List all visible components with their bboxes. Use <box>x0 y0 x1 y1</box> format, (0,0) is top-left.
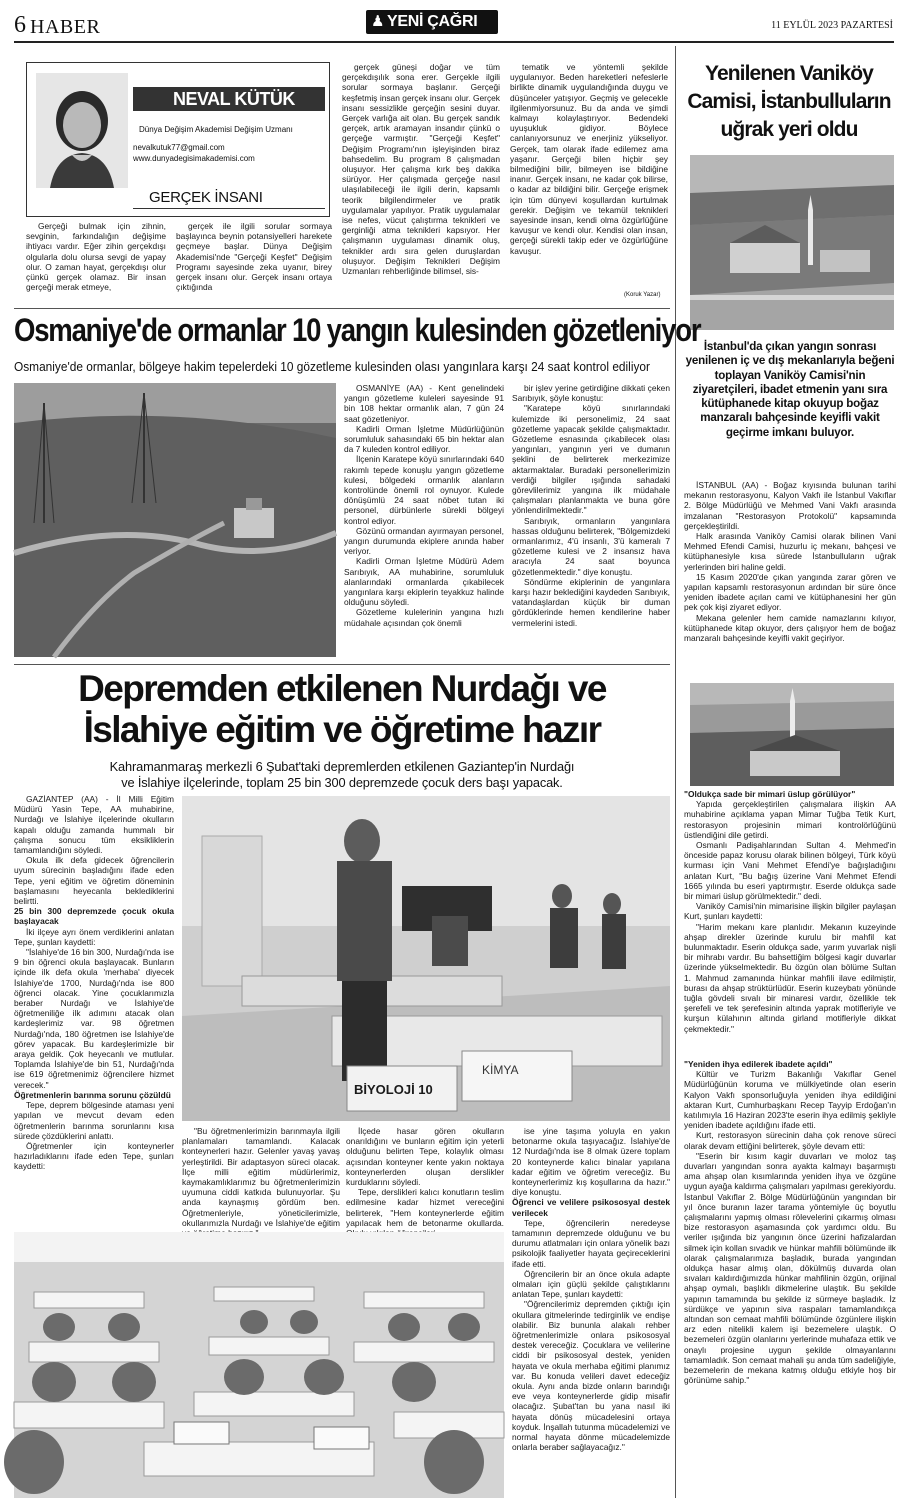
sidebar-body-1: İSTANBUL (AA) - Boğaz kıyısında bulunan tarihi mekanın restorasyonu, Kalyon Vakfı ile İstanbul Vakıflar 2. Bölge Müdürlüğü ve Mehmed Vani Vakfı arasında imzalanan "Restorasyon Protokolü" kapsamında gerçekleştirildi. Halk arasında Vaniköy Camisi olarak bilinen Vani Mehmed Efendi Camisi, huzurlu iç mekanı, bahçesi ve kütüphanesiyle kısa sürede İstanbulluların uğrak yerlerinden biri haline geldi. 15 Kasım 2020'de çıkan yangında zarar gören ve yapılan kapsamlı restorasyonun ardından bir süre önce yeniden ibadete açılan cami ve kütüphanesini her gün pek çok kişi ziyaret ediyor. Mekana gelenler hem camide namazlarını kılıyor, kütüphanede kitap okuyor, ders çalışıyor hem de boğaz manzaralı bahçesinde keyifli vakit geçiriyor. <box>684 480 896 644</box>
sidebar-body-2: "Oldukça sade bir mimari üslup görülüyor" Yapıda gerçekleştirilen çalışmalara ilişkin AA muhabirine açıklama yapan Mimar Tuğba Tetik Kurt, restorasyon projesinin mimari kontrolörlüğünü üstlendiğini dile getirdi. Osmanlı Padişahlarından Sultan 4. Mehmed'in önceside papaz korusu olarak bilinen bölgeyi, Türk köyü kurması için Vani Mehmet Efendi'ye bağışladığını anlatan Kurt, "Bu bağış üzerine Vani Mehmet Efendi 1665 yılında bu eseri yaptırmıştır. Eserde oldukça sade bir mimari üslup görülmektedir." dedi. Vaniköy Camisi'nin mimarisine ilişkin bilgiler paylaşan Kurt, şunları kaydetti: "Harim mekanı kare planlıdır. Mekanın kuzeyinde ahşap direkler üzerinde kurulu bir mahfil kat bulunmaktadır. Eserin oldukça sade, yarım yuvarlak nişli bir mihrabı vardır. Bu bahsettiğim bölgesi kagir duvarlar üzerinde yükselmektedir. Bu özgün olan bölüme Sultan 1. Mahmud zamanında hünkar mahfili ilave edilmiştir, burası da ahşap strüktürlüdür. Eserin kuzeybatı yönünde tuğla gövdeli sıvalı bir minaresi vardır, özellikle tek şerefeli ve tek şerefesinin altında yaprak motifleriyle ve kurşun külahının altında girland motifleriyle dikkat çekmektedir." <box>684 789 896 1034</box>
school-text-right: ise yine taşıma yoluyla en yakın betonarme okula taşıyacağız. İslahiye'de 12 Nurdağı'nda ise 8 olmak üzere toplam 20 konteynerde kalıcı binalar yapılana kadar eğitim ve öğretim vereceğiz. Bu konteynerlerimiz kış koşullarına da hazır." diye konuştu. Öğrenci ve velilere psikososyal destek verilecek Tepe, öğrencilerin neredeyse tamamının depremzede olduğunu ve bu durumu atlatmaları için onlara yönelik bazı psikolojik faaliyetler hayata geçireceklerini ifade etti. Öğrencilerin bir an önce okula adapte olmaları için güçlü şekilde çalıştıklarını anlatan Tepe, şunları kaydetti: "Öğrencilerimiz depremden çıktığı için okullara gitmelerinde tedirginlik ve endişe olabilir. Biz bununla alakalı rehber öğretmenlerimizle onlara psikososyal destek vereceğiz. Çocuklara ve velilerine ciddi bir psikososyal destek, yeniden hayata ve okula merhaba eğitimi planımız var. Bu konuda velileri davet edeceğiz okula. Aynı anda bizde onların barındığı eve veya konteynerlerde gidip misafir olacağız. Şubat'tan bu yana nasıl iki hayata dönüş mücadelesini ortaya koyduk. İnşallah tutunma mücadelemizi ve normal hayata dönme mücadelemizde onlarla beraber sağlayacağız." <box>512 1126 670 1453</box>
school-headline-line2: İslahiye eğitim ve öğretime hazır <box>83 709 601 750</box>
column-title: GERÇEK İNSANI <box>149 189 263 206</box>
column-text-2: gerçek ile ilgili sorular sormaya başlayınca beynin potansiyelleri harekete geçmeye başlar. Dünya Değişim Akademisi'nde "Gerçeği Keşfet" Değişim Programı sayesinde zeka uyanır, birey gerçek insanı olur. Gerçek insanı ortaya çıktığında <box>176 221 332 293</box>
logo-emblem-icon: ♟ <box>371 13 385 30</box>
school-headline-line1: Depremden etkilenen Nurdağı ve <box>78 668 606 709</box>
author-email: nevalkutuk77@gmail.com <box>133 143 225 152</box>
issue-date: 11 EYLÜL 2023 PAZARTESİ <box>771 20 893 31</box>
column-text-3: gerçek güneşi doğar ve tüm gerçekdışılık sona erer. Gerçekle ilgili sorular sormaya başlanır. Gerçeği keşfetmiş insan gerçek insanı olur. Gerçek insanı sessizlikle gerçeğin sesini duyar. Gerçek varlığa ait olan. Bu gerçek sandık gerçek, artık aramayan insandır çünkü o gerçeğe varmıştır. "Gerçeği Keşfet" Değişim Programı'nın işleyişinden biraz bahsedelim. Bu program 8 çalışmadan oluşuyor. Her çalışma kırk beş dakika sürüyor. Her çalışmada gerçeğe nasıl ulaşılabileceği ile ilgili derin, kapsamlı teorik bilgilendirmeler ve pratik uygulamalar yapılıyor. Pratik uygulamalar ise nefes, vücut çalıştırma teknikleri ve gerginliği atma teknikleri kapsıyor. Her çalışmanın uygulaması dinamik oluş, teknikler ardı sıra gelen duruşlardan oluşuyor. Değişim Teknikleri Değişim Uzmanları rehberliğinde bilimsel, sis- <box>342 62 500 277</box>
divider-school-top <box>14 664 670 665</box>
masthead <box>0 0 907 40</box>
forest-text-col2: bir işlev yerine getirdiğine dikkati çeken Sarıbıyık, şöyle konuştu: "Karatepe köyü sınırlarındaki kulemizde iki personelimiz, 24 saat gözetleme yapacak şekilde çalışmaktadır. Gözetleme esnasında çıkabilecek olası yangınları, yangının yeri ve dumanın şeklini de belirterek merkezimize aktarmaktalar. Buradaki personellerimizin verdiği bilgiler ışığında sahadaki görevlilerimiz yangına ilk müdahale çalışmaları planlanmakta ve buna göre yönlendirilmektedir." Sarıbıyık, ormanların yangınlara hassas olduğunu belirterek, "Bölgemizdeki ormanlarımız, 4'ü insanlı, 3'ü kameralı 7 gözetleme kulesi ve 2 insansız hava aracıyla 24 saat boyunca gözetlenmektedir." diye konuştu. Söndürme ekiplerinin de yangınlara karşı hazır beklediğini kaydeden Sarıbıyık, vatandaşlardan küçük bir duman gördüklerinde hemen kendilerine haber vermelerini istedi. <box>512 383 670 628</box>
mosque-aerial-photo <box>690 155 894 330</box>
classroom-teachers-photo <box>182 796 670 1121</box>
page-number: 6 <box>14 12 26 38</box>
column-title-underline <box>133 208 325 209</box>
author-card <box>26 62 330 217</box>
forest-headline: Osmaniye'de ormanlar 10 yangın kulesinden gözetleniyor <box>14 312 701 348</box>
divider-left-sidebar <box>675 46 676 1498</box>
fire-tower-photo <box>14 383 336 657</box>
column-text-1: Gerçeği bulmak için zihnin, sevginin, farkındalığın değişime ihtiyacı vardır. Eğer zihin gerçekdışı olgularla dolu olursa sevgi de yapay olur. O zaman hayat, gerçekdışı olur çünkü gerçek olamaz. Bir insan gerçeği merak etmeye, <box>26 221 166 293</box>
school-deck-line2: ve İslahiye ilçelerinde, toplam 25 bin 300 depremzede çocuk ders başı yapacak. <box>121 775 563 790</box>
chemistry-book-label: KİMYA <box>482 1063 519 1077</box>
school-text-a: "Bu öğretmenlerimizin barınmayla ilgili planlamaları tamamlandı. Kalacak konteynerleri hazır. Gelenler yavaş yavaş yerleştirildi. Bir adaptasyon süreci olacak. İlçe milli eğitim müdürlerimiz, kaymakamlıklarımız bu öğretmenlerimizin uyumuna ciddi katkıda bulunuyorlar. Şu anda kaynaşmış gördüm ben. Öğretmenleriyle, yöneticilerimizle, okullarımızla Nurdağı ve İslahiye'de eğitim <box>182 1126 340 1228</box>
author-name: NEVAL KÜTÜK <box>173 89 295 109</box>
newspaper-logo <box>366 10 498 34</box>
column-text-4: tematik ve yöntemli şekilde uygulanıyor. Beden hareketleri nefeslerle birlikte dinamik uygulandığında duygu ve düşünceler yatışıyor. Geçmiş ve gelecekle ilgilenmiyorsunuz. Bu da anda ve şimdi kalmayı kolaylaştırıyor. Bedendeki uyuşukluk gidiyor. Böylece canlanıyorsunuz ve enerjiniz yükseliyor. Gerçek, tam olarak ifade edilemez ama yaşanır. Gerçeği bilen hiçbir şey bilmediğini bilir, bilmeyen ise bildiğine inanır. Gerçek insanı, ne kadar çok bilirse, o kadar az bildiğini bilir. Gerçeğe erişmek için tüm dünyevi koşullardan kurtulmak gerekir. Değişim ve tekamül teknikleri sayesinde insan, kendi olma özgürlüğüne kavuşur ve kendi olur. Kendisi olan insan, gerçeği sürekli takip eder ve özgürlüğüne kavuşur. <box>510 62 668 256</box>
forest-text-col1: OSMANİYE (AA) - Kent genelindeki yangın gözetleme kuleleri sayesinde 91 bin 108 hektar ormanlık alan, 7 gün 24 saat gözetleniyor. Kadirli Orman İşletme Müdürlüğünün sorumluluk sahasındaki 65 bin hektar alan da 7 kuleden kontrol ediliyor. İlçenin Karatepe köyü sınırlarındaki 640 rakımlı tepede konuşlu yangın gözetleme kulesi, bölgedeki ormanlık alanların kontrolünde önemli rol oynuyor. Kulede dönüşümlü 24 saat nöbet tutan iki personel, dürbünlerle sürekli bölgeyi kontrol ediyor. Gözünü ormandan ayırmayan personel, yangın durumunda ekiplere anında haber veriyor. Kadirli Orman İşletme Müdürü Adem Sarıbıyık, AA muhabirine, sorumluluk alanlarındaki ormanlarda çıkabilecek yangınlara karşı ekiplerin teyakkuz halinde olduğunu söyledi. Gözetleme kulelerinin yangına hızlı müdahale açısından çok önemli <box>344 383 504 628</box>
author-role: Dünya Değişim Akademisi Değişim Uzmanı <box>139 125 293 134</box>
sidebar-lead: İstanbul'da çıkan yangın sonrası yenilenen iç ve dış mekanlarıyla beğeni toplayan Vaniköy Camisi'nin ziyaretçileri, ibadet etmenin yanı sıra kütüphanede kitap okuyup boğaz manzaralı bahçesinde keyifli vakit geçirme imkanı buluyor. <box>685 340 895 439</box>
sidebar-headline: Yenilenen Vaniköy Camisi, İstanbulluların uğrak yeri oldu <box>687 62 891 141</box>
column-signature: (Koruk Yazar) <box>624 292 661 298</box>
author-name-band <box>133 87 325 111</box>
forest-deck: Osmaniye'de ormanlar, bölgeye hakim tepelerdeki 10 gözetleme kulesinden olası yangınlara karşı 24 saat kontrol ediliyor <box>14 360 650 374</box>
biology-book-label: BİYOLOJİ 10 <box>354 1082 433 1097</box>
author-website: www.dunyadegisimakademisi.com <box>133 154 255 163</box>
header-divider <box>14 41 894 43</box>
section-name: HABER <box>30 16 101 38</box>
divider-forest-top <box>14 308 670 309</box>
school-deck-line1: Kahramanmaraş merkezli 6 Şubat'taki depremlerden etkilenen Gaziantep'in Nurdağı <box>109 759 575 774</box>
author-photo <box>36 73 128 188</box>
school-text-b: İlçede hasar gören okulların onarıldığını ve bunların eğitim için yeterli olduğunu belirten Tepe, kolaylık olması açısından konteyner kente yakın noktaya konteynerlerden oluşan derslikler kurduklarını söyledi. Tepe, derslikleri kalıcı konutların teslim edilmesine kadar hizmet vereceğini belirterek, "Hem konteynerlerde eğitim yapılacak hem de betonarme okullarda. <box>346 1126 504 1228</box>
school-text-left: GAZİANTEP (AA) - İl Milli Eğitim Müdürü Yasin Tepe, AA muhabirine, Nurdağı ve İslahiye ilçelerinde okulların kapalı olduğu zamanda hummalı bir çalışma sonucu tüm eksikliklerin tamamlandığını söyledi. Okula ilk defa gidecek öğrencilerin uyum sürecinin başladığını ifade eden Tepe, yeni eğitim ve öğretim döneminin başlamasını heyecanla beklediklerini belirtti. 25 bin 300 depremzede çocuk okula başlayacak İki ilçeye ayrı önem verdiklerini anlatan Tepe, şunları kaydetti: "İslahiye'de 16 bin 300, Nurdağı'nda ise 9 bin öğrenci okula başlayacak. Bunların içinde ilk defa okula 'merhaba' diyecek İslahiye'de 1700, Nurdağı'nda ise 800 öğrenci olacak. Yine çocuklarımızla beraber Nurdağı ve İslahiye'de öğretmeniliğe ilk adımını atacak olan kardeşlerimiz var. 98 öğretmen Nurdağı'nda, 180 öğretmen ise İslahiye'de görev yapacak. Bu kardeşlerimizle bir araya geldik. Çok heyecanlı ve mutlular. Toplamda İslahiye'de bin 51, Nurdağı'nda ise 619 öğretmenimiz öğrencilere hizmet verecek." Öğretmenlerin barınma sorunu çözüldü Tepe, deprem bölgesinde ataması yeni yapılan ve mevcut devam eden öğretmenlerin barınma sorunlarını kısa sürede çözdüklerini anlattı. Öğretmenler için konteynerler hazırladıklarını ifade eden Tepe, şunları kaydetti: <box>14 794 174 1172</box>
logo-text: YENİ ÇAĞRI <box>387 13 478 30</box>
empty-classroom-photo <box>14 1232 504 1498</box>
mosque-minaret-photo <box>690 683 894 786</box>
sidebar-body-3: "Yeniden ihya edilerek ibadete açıldı" Kültür ve Turizm Bakanlığı Vakıflar Genel Müdürlüğünün koruma ve mülkiyetinde olan eserin Kalyon Vakfı sponsorluğuyla yeniden ihya edildiğini aktaran Kurt, Cumhurbaşkanı Recep Tayyip Erdoğan'ın katılımıyla 16 Haziran 2023'te eserin ihya edilmiş şekliyle yeniden ibadete açıldığını ifade etti. Kurt, restorasyon sürecinin daha çok renove süreci olarak devam ettiğini belirterek, şöyle devam etti: "Eserin bir kısım kagir duvarları ve moloz taş duvarları yangından sonra ayakta kalmayı başarmıştı ama ahşap olan kısımlarında yeniden ihya ve özgüne uygun ayağa kaldırma çalışmaları yapılması gerekiyordu. İstanbul Vakıflar 2. Bölge Müdürlüğünün yangından bir yıl önce buranın lazer tarama yöntemiyle üç boyutlu çalışmalarını yapmış olması rölevelerini çıkarmış olması bize restorasyon aşamasında çok yardımcı oldu. Bu veriler ışığında biz yangının önce üzerini hafizalardan silmek için kollan sıvadık ve hünkar mahfili bölümünde ilk olarak çalışmalarımıza başladık, burada yangından oldukça hasar almış olan, dökülmüş duvarda olan sıvaları kaldırdığımızda hünkar mahfilinin özgün, orijinal ahşap oymalı, başlıklı dikmelerine ulaştık. Bu şekilde yapının tamamında bu şekilde iz sürmeye başladık. İz sürdükçe ve yapının siva raspaları tamamlandıkça altından son cemaat mahfili bölümünde özgünlere ilişkin arz eden nitelikli kalem işi bezemelere ulaştık. O bezemeleri özgün olanlarını yerlerinde muhafaza ettik ve onaylı projesine uygun şekilde olmayanlarını tamamladık. Son cemaat mahali şu anda tüm sadeliğiyle, bezemelerin de mekana katmış olduğu etkiyle hoş bir görünüme sahip." <box>684 1059 896 1386</box>
